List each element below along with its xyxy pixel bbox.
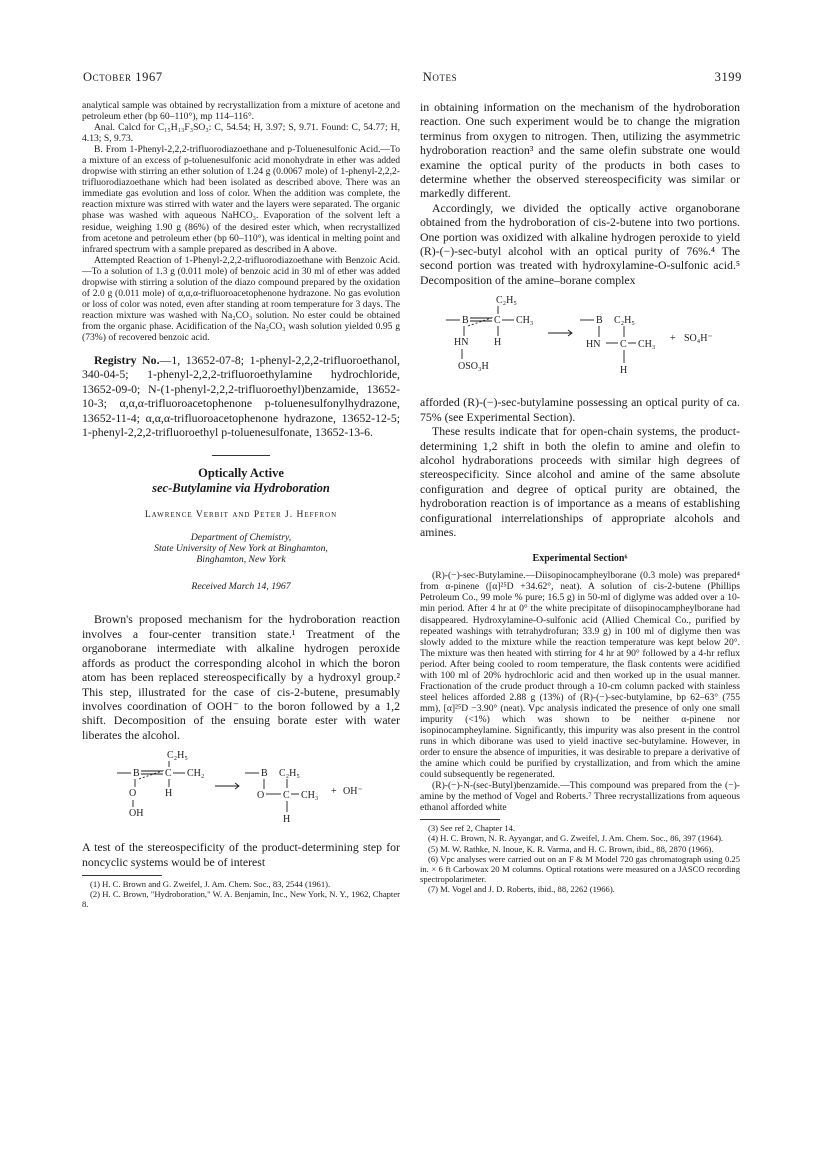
scheme-label: C — [494, 315, 501, 327]
page-number: 3199 — [714, 70, 742, 84]
scheme-label: C₂H₅ — [279, 768, 300, 780]
right-column — [420, 100, 740, 894]
scheme-label: C₂H₅ — [167, 750, 188, 762]
scheme-label: HN — [586, 339, 601, 351]
scheme-label: + — [670, 333, 676, 345]
footnote-divider — [82, 875, 162, 876]
affiliation — [82, 532, 400, 565]
footnote: (5) M. W. Rathke, N. Inoue, K. R. Varma, and H. C. Brown, ibid., 88, 2870 (1966). — [428, 843, 714, 854]
running-head-date: October 1967 — [83, 70, 163, 84]
scheme-label: O — [257, 790, 265, 802]
scheme-label: OH — [129, 808, 144, 820]
article-title-line2: sec-Butylamine via Hydroboration — [152, 481, 330, 496]
paragraph: afforded (R)-(−)-sec-butylamine possessing an optical purity of ca. 75% (see Experimental Section). — [420, 395, 740, 424]
footnote: (2) H. C. Brown, "Hydroboration," W. A. Benjamin, Inc., New York, N. Y., 1962, Chapter 8. — [82, 889, 400, 910]
section-heading: Experimental Section⁶ — [532, 553, 628, 565]
section-divider — [212, 455, 270, 456]
paragraph: (R)-(−)-N-(sec-Butyl)benzamide.—This compound was prepared from the (−)-amine by the method of Vogel and Roberts.⁷ Three recrystallizations from aqueous ethanol afforded white — [420, 780, 740, 814]
article-title-line1: Optically Active — [198, 466, 284, 481]
amination-scheme — [440, 291, 720, 391]
scheme-label: H — [620, 365, 628, 377]
scheme-label: B — [133, 768, 140, 780]
scheme-label: C — [283, 790, 290, 802]
footnote: (4) H. C. Brown, N. R. Ayyangar, and G. Zweifel, J. Am. Chem. Soc., 86, 397 (1964). — [428, 833, 724, 844]
paragraph: analytical sample was obtained by recrystallization from a mixture of acetone and petroleum ether (bp 60–110°), mp 114–116°. — [82, 100, 400, 123]
paragraph: B. From 1-Phenyl-2,2,2-trifluorodiazoethane and p-Toluenesulfonic Acid.—To a mixture of an excess of p-toluenesulfonic acid monohydrate in ether was added dropwise with stirring an ether solution of 1.24 g (0.0067 mole) of 1-phenyl-2,2,2-trifluorodiazoethane which had been isolated as described above. There was an immediate gas evolution and loss of color. When the addition was complete, the reaction mixture was stirred with water and the layers were separated. The organic phase was washed with aqueous NaHCO₃. Evaporation of the solvent left a residue, weighing 1.90 g (86%) of the desired ester which, when recrystallized from acetone and petroleum ether (bp 60–110°), was identical in melting point and infrared spectrum with a sample prepared as described in A above. — [82, 144, 400, 255]
registry-text: —1, 13652-07-8; 1-phenyl-2,2,2-trifluoroethanol, 340-04-5; 1-phenyl-2,2,2-trifluoroethylamine hydrochloride, 13652-09-0; N-(1-phenyl-2,2,2-trifluoroethyl)benzamide, 13652-10-3; α,α,α-trifluoroacetophenone p-toluenesulfonylhydrazone, 13652-11-4; α,α,α-trifluoroacetophenone hydrazone, 13652-12-5; 1-phenyl-2,2,2-trifluoroethyl p-toluenesulfonate, 13652-13-6. — [82, 353, 400, 440]
scheme-label: + — [331, 786, 337, 798]
paragraph: A test of the stereospecificity of the product-determining step for noncyclic systems would be of interest — [82, 840, 400, 869]
oxidation-scheme — [111, 746, 371, 836]
registry-numbers — [82, 353, 400, 439]
paragraph: Brown's proposed mechanism for the hydroboration reaction involves a four-center transition state.¹ Treatment of the organoborane intermediate with alkaline hydrogen peroxide affords as product the corresponding alcohol in which the boron atom has been replaced stereospecifically by a hydroxyl group.² This step, illustrated for the case of cis-2-butene, presumably involves coordination of OOH⁻ to the boron followed by a 1,2 shift. Decomposition of the ensuing borate ester with water liberates the alcohol. — [82, 612, 400, 742]
scheme-label: C₂H₅ — [614, 315, 635, 327]
footnote: (7) M. Vogel and J. D. Roberts, ibid., 88, 2262 (1966). — [428, 883, 615, 894]
scheme-label: B — [596, 315, 603, 327]
scheme-label: B — [462, 315, 469, 327]
affiliation-line: State University of New York at Binghamton, — [154, 543, 328, 555]
scheme-label: C — [165, 768, 172, 780]
scheme-label: CH₃ — [301, 790, 319, 802]
scheme-label: O — [129, 788, 137, 800]
running-head-section: Notes — [422, 70, 458, 84]
paragraph: Attempted Reaction of 1-Phenyl-2,2,2-trifluorodiazoethane with Benzoic Acid.—To a solution of 1.3 g (0.011 mole) of benzoic acid in 30 ml of ether was added dropwise with stirring a solution of the diazo compound prepared by the oxidation of 2.0 g (0.011 mole) of α,α,α-trifluoroacetophenone hydrazone. No gas evolution or loss of color was noted, even after standing at room temperature for 3 days. The reaction mixture was washed with Na₂CO₃ solution. No ester could be obtained from the organic phase. Acidification of the Na₂CO₃ wash solution yielded 0.95 g (73%) of recovered benzoic acid. — [82, 254, 400, 343]
scheme-label: CH₃ — [516, 315, 534, 327]
scheme-label: SO₄H⁻ — [684, 333, 713, 345]
scheme-label: OH⁻ — [343, 786, 363, 798]
scheme-label: CH₂ — [187, 768, 205, 780]
scheme-label: CH₃ — [638, 339, 656, 351]
article-header — [82, 466, 400, 592]
paragraph: (R)-(−)-sec-Butylamine.—Diisopinocampheylborane (0.3 mole) was prepared⁴ from α-pinene ([α]²⁵D +34.62°, neat). A solution of cis-2-butene (Phillips Petroleum Co., 99 mole % pure; 16.5 g) in 50-ml of diglyme was added over a 10-min period. After 4 hr at 0° the white precipitate of diisopinocampheylborane had disappeared. Hydroxylamine-O-sulfonic acid (Allied Chemical Co., purified by repeated washings with tetrahydrofuran; 33.9 g) in 100 ml of diglyme then was slowly added to the mixture while the reaction temperature was kept below 20°. The mixture was then heated with stirring for 4 hr at 90° followed by a 4-hr reflux period. After being cooled to room temperature, the flask contents were acidified with 100 ml of 20% hydrochloric acid and then worked up in the usual manner. Fractionation of the crude product through a 10-cm column packed with stainless steel helices afforded 2.88 g (13%) of (R)-(−)-sec-butylamine, bp 62–63° (755 mm), [α]²⁵D −3.90° (neat). Vpc analysis indicated the presence of only one small impurity (<1%) which was shown to be neither α-pinene nor isopinocampheylamine. Significantly, this impurity was also present in the control runs in which diborane was used to yield inactive sec-butylamine. However, in order to ensure the absence of impurities, it was desirable to prepare a derivative of the amine which could be purified by crystallization, and from which the amine could subsequently be regenerated. — [420, 570, 740, 781]
paragraph: Accordingly, we divided the optically active organoborane obtained from the hydroboration of cis-2-butene into two portions. One portion was oxidized with alkaline hydrogen peroxide to yield (R)-(−)-sec-butyl alcohol with an optical purity of 76%.⁴ The second portion was treated with hydroxylamine-O-sulfonic acid.⁵ Decomposition of the amine–borane complex — [420, 200, 740, 287]
paragraph: These results indicate that for open-chain systems, the product-determining 1,2 shift in both the olefin to amine and olefin to alcohol hydraborations proceeds with similar high degrees of stereospecificity. Since alcohol and amine of the same absolute configuration and degree of optical purity are obtained, the hydroboration reaction is of importance as a means of establishing configurational interrelationships of appropriate alcohols and amines. — [420, 424, 740, 539]
paragraph: Anal. Calcd for C₁₅H₁₃F₃SO₃: C, 54.54; H, 3.97; S, 9.71. Found: C, 54.77; H, 4.13; S, 9.73. — [82, 122, 400, 145]
footnote-divider — [420, 819, 500, 820]
received-date: Received March 14, 1967 — [191, 581, 291, 593]
scheme-label: H — [165, 788, 173, 800]
scheme-label: C₂H₅ — [496, 295, 517, 307]
scheme-label: H — [494, 337, 502, 349]
scheme-label: OSO₃H — [458, 361, 489, 373]
affiliation-line: Binghamton, New York — [196, 554, 286, 566]
left-column — [82, 100, 400, 909]
footnote: (1) H. C. Brown and G. Zweifel, J. Am. Chem. Soc., 83, 2544 (1961). — [90, 878, 331, 889]
scheme-label: H — [283, 814, 291, 826]
footnote: (3) See ref 2, Chapter 14. — [428, 823, 516, 834]
scheme-label: HN — [454, 337, 469, 349]
footnote: (6) Vpc analyses were carried out on an F & M Model 720 gas chromatograph using 0.25 in. × 6 ft Carbowax 20 M columns. Optical rotations were measured on a JASCO recording spectropolarimeter. — [420, 853, 740, 884]
registry-label: Registry No. — [94, 353, 160, 368]
authors: Lawrence Verbit and Peter J. Heffron — [144, 510, 338, 521]
scheme-label: C — [620, 339, 627, 351]
scheme-label: B — [261, 768, 268, 780]
paragraph: in obtaining information on the mechanism of the hydroboration reaction. One such experiment would be to change the migration terminus from oxygen to nitrogen. Then, utilizing the asymmetric hydroboration reaction³ and the same olefin substrate one would examine the optical purity of the products in both cases to determine whether the observed stereospecificity was similar or markedly different. — [420, 100, 740, 201]
affiliation-line: Department of Chemistry, — [190, 532, 292, 544]
